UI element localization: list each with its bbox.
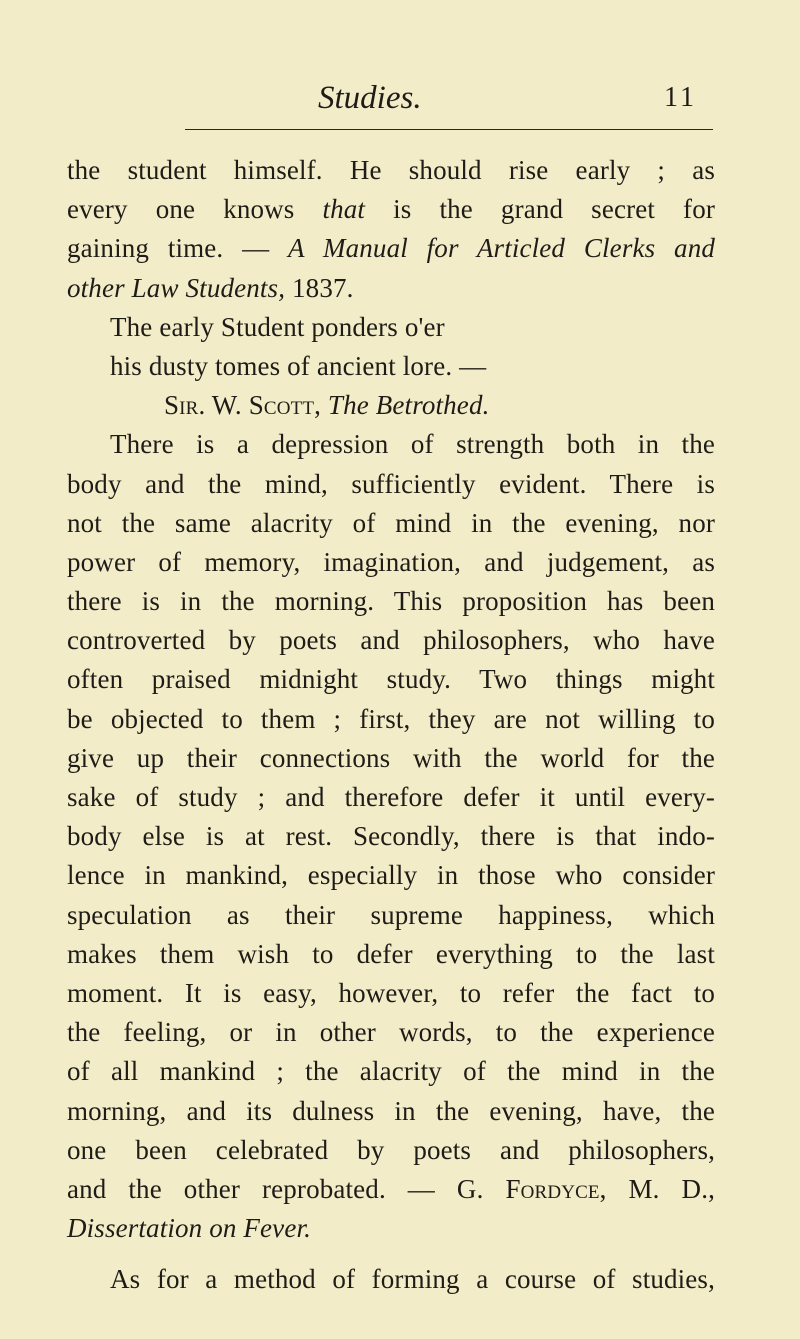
text-line: gaining time. — A Manual for Articled Clerks and bbox=[67, 233, 715, 264]
author-name: Sir. W. Scott, bbox=[164, 390, 322, 421]
text-line: makes them wish to defer everything to the last bbox=[67, 938, 715, 969]
text-line: moment. It is easy, however, to refer the fact to bbox=[67, 977, 715, 1008]
text-line: speculation as their supreme happiness, which bbox=[67, 899, 715, 930]
text-line: not the same alacrity of mind in the evening, nor bbox=[67, 507, 715, 538]
header-rule bbox=[185, 129, 713, 130]
text-line: As for a method of forming a course of studies, bbox=[110, 1264, 715, 1295]
text-line: morning, and its dulness in the evening, have, the bbox=[67, 1095, 715, 1126]
text-line: be objected to them ; first, they are not willing to bbox=[67, 703, 715, 734]
text-line: one been celebrated by poets and philosophers, bbox=[67, 1134, 715, 1165]
page-header bbox=[0, 78, 800, 118]
text-line: every one knows that is the grand secret for bbox=[67, 194, 715, 225]
verse-line: his dusty tomes of ancient lore. — bbox=[110, 350, 487, 381]
text-line: give up their connections with the world for the bbox=[67, 742, 715, 773]
text-line: of all mankind ; the alacrity of the mind in the bbox=[67, 1056, 715, 1087]
text-line: There is a depression of strength both in the bbox=[110, 429, 715, 460]
work-title: Dissertation on Fever. bbox=[67, 1213, 312, 1244]
paragraph-continuation bbox=[67, 151, 715, 308]
paragraph-fordyce bbox=[67, 425, 715, 1248]
text-line: often praised midnight study. Two things might bbox=[67, 664, 715, 695]
page-body bbox=[67, 151, 715, 1299]
citation-title: A Manual for Articled Clerks and bbox=[288, 233, 715, 264]
text-line: sake of study ; and therefore defer it until every- bbox=[67, 782, 715, 812]
text-line: the student himself. He should rise early ; as bbox=[67, 155, 715, 185]
verse-attribution bbox=[67, 386, 715, 425]
text-line bbox=[67, 1209, 715, 1248]
text-line: the feeling, or in other words, to the experience bbox=[67, 1017, 715, 1048]
text-line: lence in mankind, especially in those who consider bbox=[67, 860, 715, 891]
verse-quotation bbox=[67, 308, 715, 426]
page-number: 11 bbox=[664, 82, 697, 113]
verse-line: The early Student ponders o'er bbox=[110, 311, 445, 342]
text-line: there is in the morning. This proposition has been bbox=[67, 586, 715, 617]
text-line: controverted by poets and philosophers, who have bbox=[67, 625, 715, 656]
text-line: body else is at rest. Secondly, there is that indo- bbox=[67, 821, 715, 852]
citation-title: other Law Students, bbox=[67, 272, 286, 303]
text-line: and the other reprobated. — G. Fordyce, M. D., bbox=[67, 1173, 715, 1204]
text-line: other Law Students, 1837. bbox=[67, 272, 354, 303]
author-name: Fordyce, M. D., bbox=[505, 1173, 715, 1204]
paragraph-method bbox=[67, 1260, 715, 1299]
text-line: power of memory, imagination, and judgement, as bbox=[67, 546, 715, 577]
running-title: Studies. bbox=[318, 80, 422, 116]
emphasis: that bbox=[322, 194, 366, 225]
paragraph-gap bbox=[67, 1248, 715, 1260]
work-title: The Betrothed. bbox=[327, 390, 490, 421]
text-line: body and the mind, sufficiently evident. There is bbox=[67, 468, 715, 499]
